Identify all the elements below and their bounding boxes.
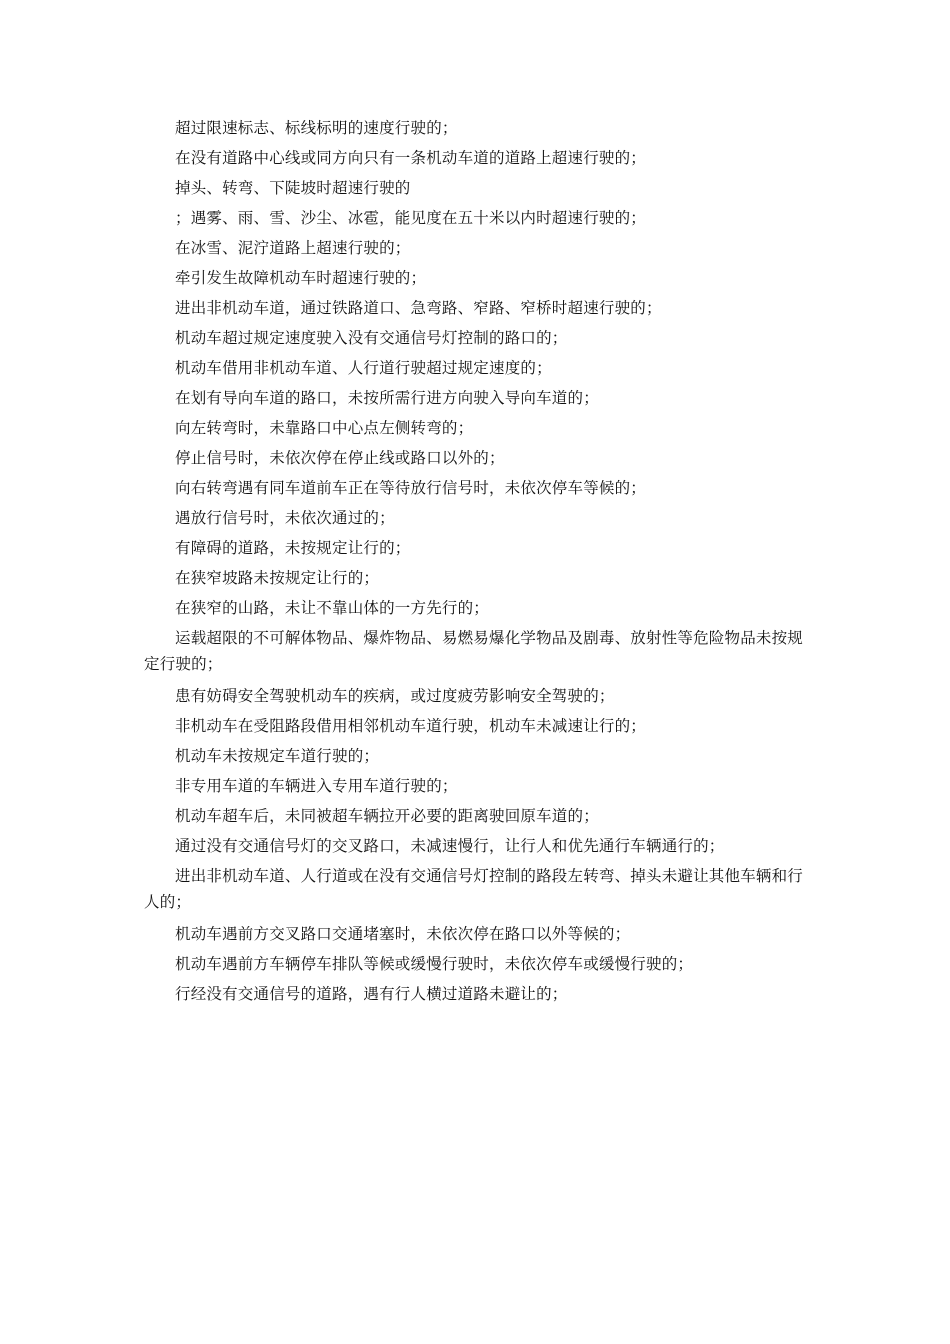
paragraph: 机动车遇前方交叉路口交通堵塞时，未依次停在路口以外等候的； — [175, 925, 631, 943]
paragraph: 在冰雪、泥泞道路上超速行驶的； — [175, 239, 411, 257]
paragraph: 掉头、转弯、下陡坡时超速行驶的 — [175, 179, 411, 197]
paragraph: 停止信号时，未依次停在停止线或路口以外的； — [175, 449, 505, 467]
paragraph: 超过限速标志、标线标明的速度行驶的； — [175, 119, 458, 137]
paragraph: 牵引发生故障机动车时超速行驶的； — [175, 269, 427, 287]
paragraph: 机动车超过规定速度驶入没有交通信号灯控制的路口的； — [175, 329, 568, 347]
paragraph: 在没有道路中心线或同方向只有一条机动车道的道路上超速行驶的； — [175, 149, 647, 167]
paragraph: 机动车未按规定车道行驶的； — [175, 747, 380, 765]
paragraph: 非专用车道的车辆进入专用车道行驶的； — [175, 777, 458, 795]
paragraph: 运载超限的不可解体物品、爆炸物品、易燃易爆化学物品及剧毒、放射性等危险物品未按规定行驶的； — [144, 629, 804, 673]
paragraph: 机动车遇前方车辆停车排队等候或缓慢行驶时，未依次停车或缓慢行驶的； — [175, 955, 694, 973]
paragraph: 遇放行信号时，未依次通过的； — [175, 509, 395, 527]
paragraph: 通过没有交通信号灯的交叉路口，未减速慢行，让行人和优先通行车辆通行的； — [175, 837, 725, 855]
paragraph: 在划有导向车道的路口，未按所需行进方向驶入导向车道的； — [175, 389, 599, 407]
paragraph: 在狭窄坡路未按规定让行的； — [175, 569, 380, 587]
paragraph: 有障碍的道路，未按规定让行的； — [175, 539, 411, 557]
paragraph: 进出非机动车道，通过铁路道口、急弯路、窄路、窄桥时超速行驶的； — [175, 299, 662, 317]
paragraph: ；遇雾、雨、雪、沙尘、冰雹，能见度在五十米以内时超速行驶的； — [175, 209, 647, 227]
paragraph: 患有妨碍安全驾驶机动车的疾病，或过度疲劳影响安全驾驶的； — [175, 687, 615, 705]
paragraph: 机动车借用非机动车道、人行道行驶超过规定速度的； — [175, 359, 552, 377]
paragraph: 进出非机动车道、人行道或在没有交通信号灯控制的路段左转弯、掉头未避让其他车辆和行人的； — [144, 867, 804, 911]
paragraph: 向右转弯遇有同车道前车正在等待放行信号时，未依次停车等候的； — [175, 479, 647, 497]
document-body — [144, 113, 814, 1009]
paragraph: 非机动车在受阻路段借用相邻机动车道行驶，机动车未减速让行的； — [175, 717, 647, 735]
paragraph: 向左转弯时，未靠路口中心点左侧转弯的； — [175, 419, 474, 437]
paragraph: 行经没有交通信号的道路，遇有行人横过道路未避让的； — [175, 985, 568, 1003]
paragraph: 机动车超车后，未同被超车辆拉开必要的距离驶回原车道的； — [175, 807, 599, 825]
paragraph: 在狭窄的山路，未让不靠山体的一方先行的； — [175, 599, 490, 617]
